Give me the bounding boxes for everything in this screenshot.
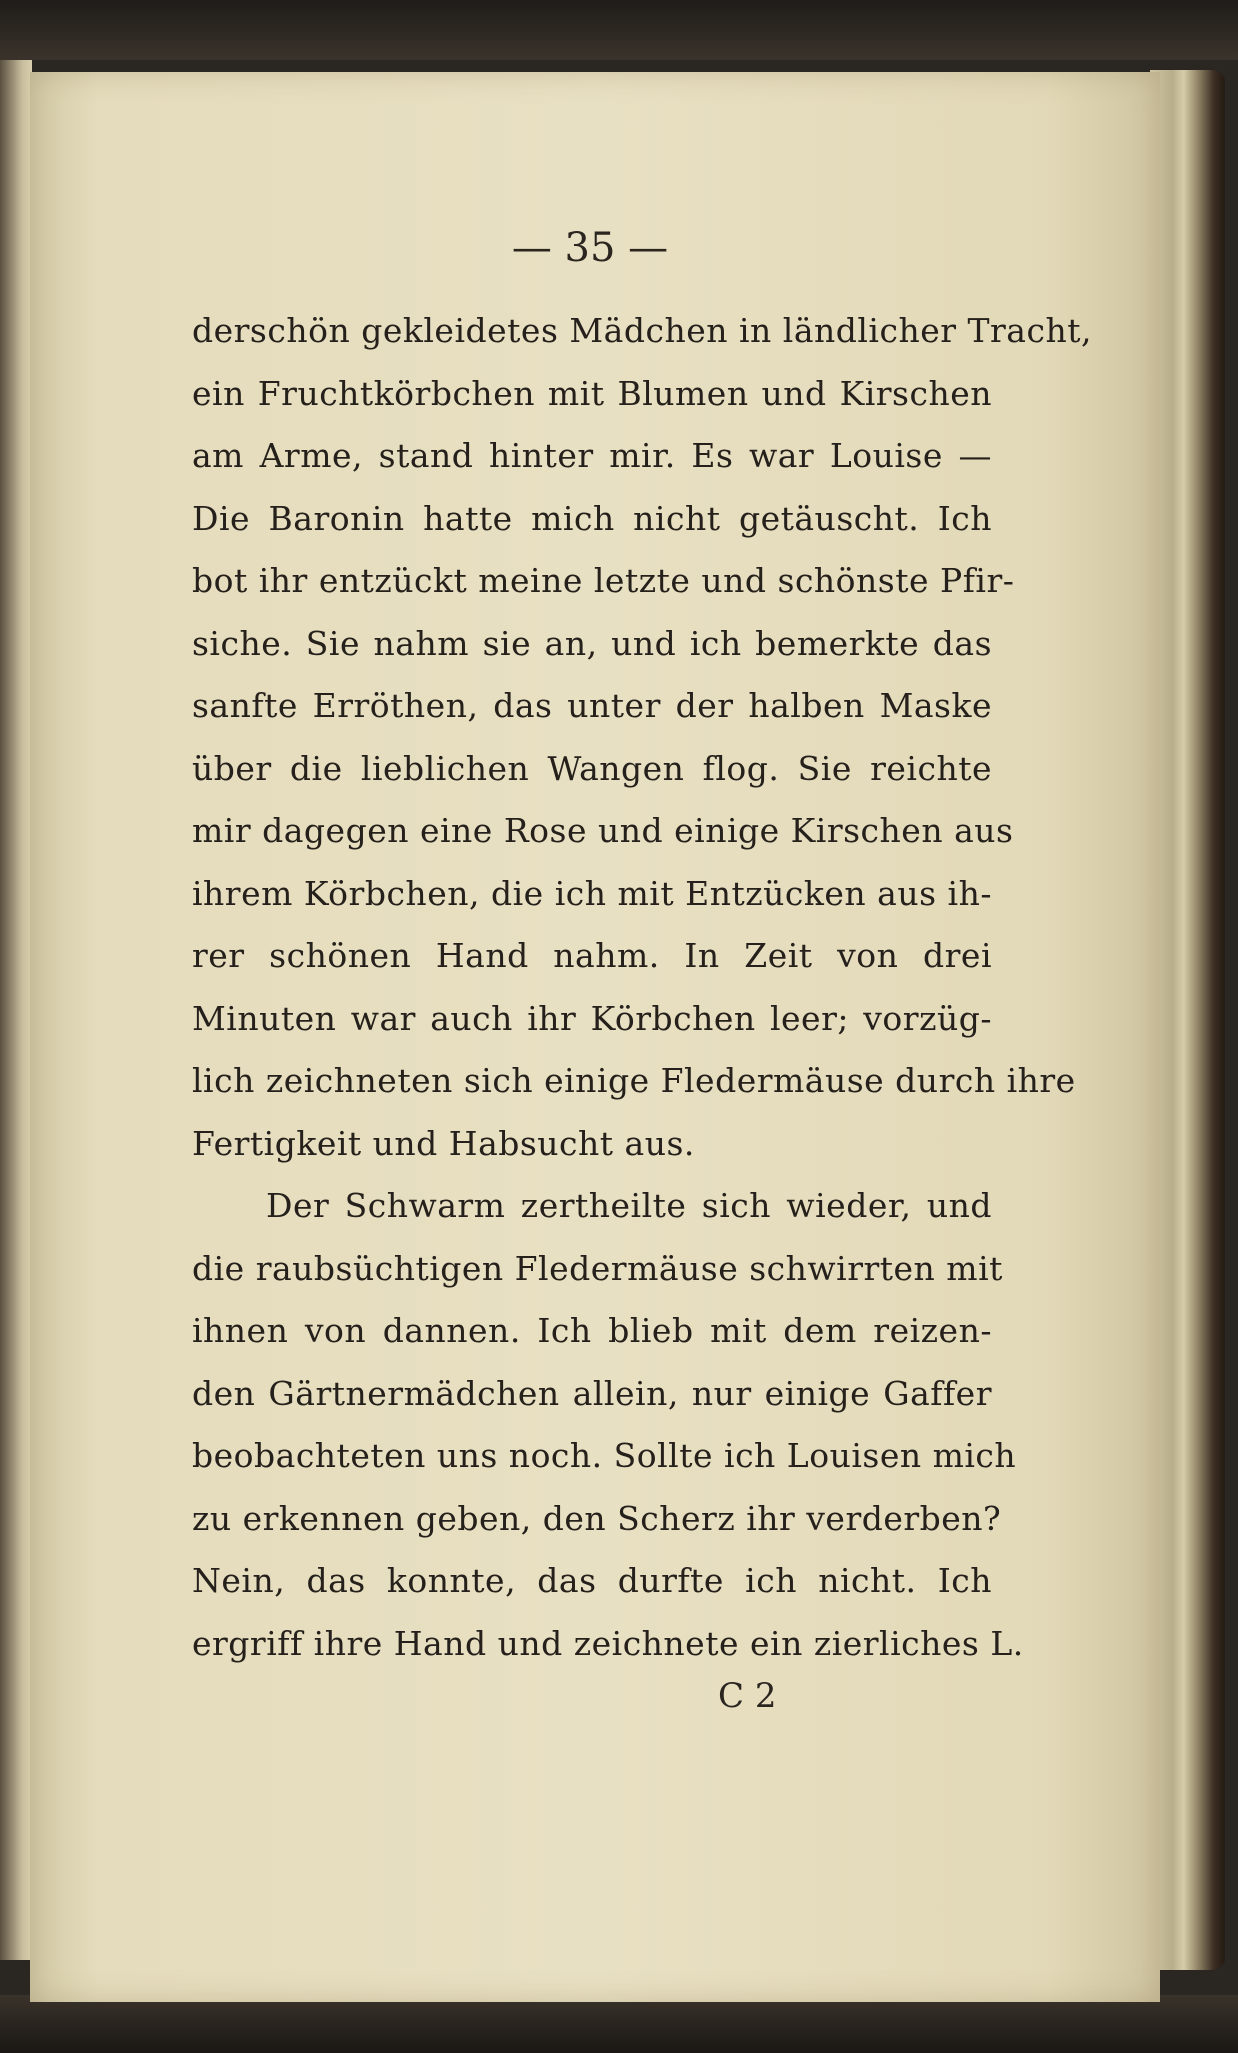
- text-line: zu erkennen geben, den Scherz ihr verderben?: [192, 1498, 1002, 1538]
- text-line: derschön gekleidetes Mädchen in ländlicher Tracht,: [192, 311, 1092, 350]
- text-line: die raubsüchtigen Fledermäuse schwirrten mit: [192, 1248, 1003, 1288]
- text-line: Die Baronin hatte mich nicht getäuscht. Ich: [192, 498, 992, 538]
- text-line: Der Schwarm zertheilte sich wieder, und: [266, 1186, 992, 1225]
- text-line: bot ihr entzückt meine letzte und schönste Pfir-: [192, 561, 1015, 600]
- text-line: siche. Sie nahm sie an, und ich bemerkte das: [192, 623, 992, 663]
- scan-backdrop-top: [0, 0, 1238, 60]
- scan-backdrop-bottom: [0, 1995, 1238, 2053]
- text-line: ein Fruchtkörbchen mit Blumen und Kirschen: [192, 373, 992, 413]
- text-line: ihrem Körbchen, die ich mit Entzücken aus ih-: [192, 873, 992, 913]
- text-line: beobachteten uns noch. Sollte ich Louisen mich: [192, 1436, 1017, 1475]
- text-line: ergriff ihre Hand und zeichnete ein zierliches L.: [192, 1623, 1024, 1663]
- text-line: Minuten war auch ihr Körbchen leer; vorzüg-: [192, 998, 992, 1038]
- book-spine-edge: [0, 60, 32, 1960]
- body-text: [192, 300, 1092, 1675]
- text-line: Fertigkeit und Habsucht aus.: [192, 1123, 695, 1163]
- text-line: mir dagegen eine Rose und einige Kirschen aus: [192, 811, 1014, 850]
- signature-mark: C 2: [718, 1676, 777, 1716]
- text-line: Nein, das konnte, das durfte ich nicht. Ich: [192, 1561, 992, 1600]
- page-stack-edge: [1150, 70, 1225, 1970]
- text-line: lich zeichneten sich einige Fledermäuse durch ihre: [192, 1061, 1076, 1100]
- text-line: sanfte Erröthen, das unter der halben Maske: [192, 686, 992, 725]
- text-line: rer schönen Hand nahm. In Zeit von drei: [192, 936, 992, 975]
- text-line: über die lieblichen Wangen flog. Sie reichte: [192, 748, 992, 788]
- text-line: am Arme, stand hinter mir. Es war Louise —: [192, 436, 992, 475]
- text-line: ihnen von dannen. Ich blieb mit dem reizen-: [192, 1311, 992, 1350]
- text-line: den Gärtnermädchen allein, nur einige Gaffer: [192, 1373, 992, 1413]
- page-number: — 35 —: [511, 225, 669, 271]
